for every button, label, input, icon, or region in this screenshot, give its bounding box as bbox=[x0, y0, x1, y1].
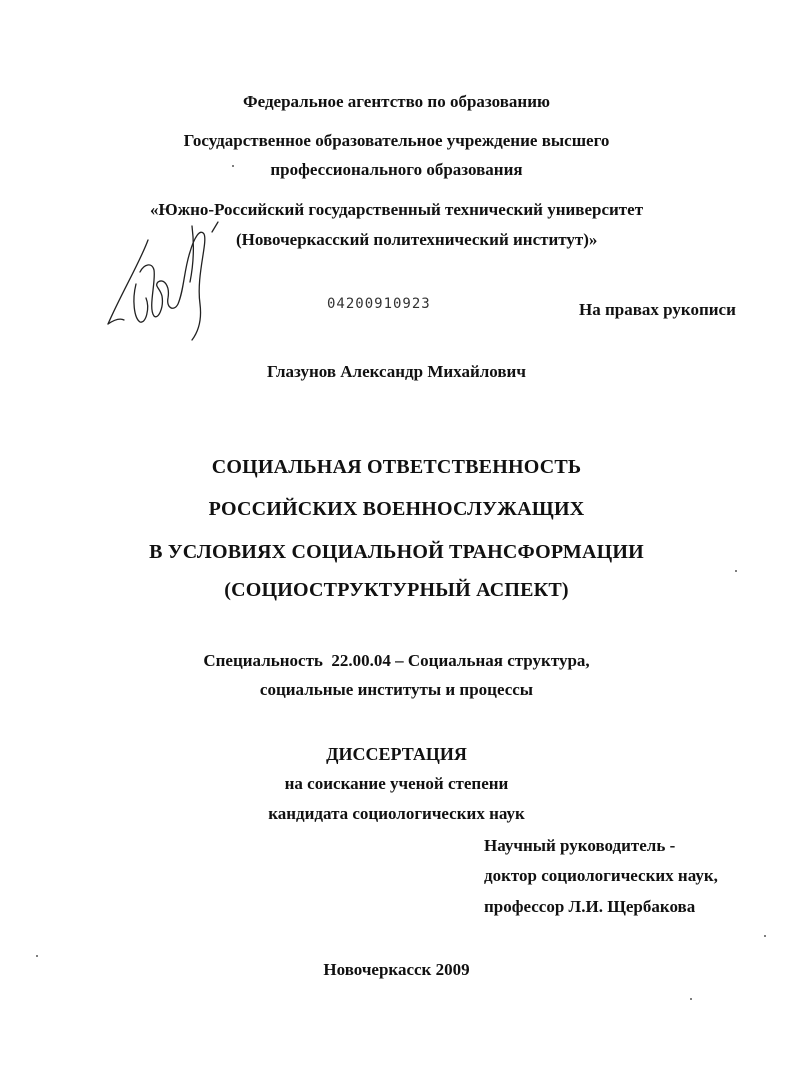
university-line-1: «Южно-Российский государственный технический университет bbox=[149, 200, 644, 219]
title-line-1: СОЦИАЛЬНАЯ ОТВЕТСТВЕННОСТЬ bbox=[211, 456, 582, 478]
scan-speck bbox=[36, 955, 38, 957]
degree-line-2: кандидата социологических наук bbox=[268, 804, 525, 823]
title-line-4: (СОЦИОСТРУКТУРНЫЙ АСПЕКТ) bbox=[224, 579, 569, 601]
city-year: Новочеркасск 2009 bbox=[323, 960, 470, 979]
specialty-line-1: Специальность 22.00.04 – Социальная структура, bbox=[203, 651, 590, 670]
rights-note: На правах рукописи bbox=[579, 300, 736, 319]
university-line-2: (Новочеркасский политехнический институт)» bbox=[236, 230, 598, 249]
scan-speck bbox=[232, 165, 234, 167]
scan-speck bbox=[690, 998, 692, 1000]
registry-number: 04200910923 bbox=[327, 296, 431, 312]
degree-line-1: на соискание ученой степени bbox=[284, 774, 509, 793]
work-type-label: ДИССЕРТАЦИЯ bbox=[326, 744, 467, 764]
title-line-3: В УСЛОВИЯХ СОЦИАЛЬНОЙ ТРАНСФОРМАЦИИ bbox=[149, 541, 644, 563]
institution-line-1: Государственное образовательное учреждение высшего bbox=[183, 131, 610, 150]
supervisor-name: профессор Л.И. Щербакова bbox=[484, 897, 696, 916]
author-name: Глазунов Александр Михайлович bbox=[267, 362, 526, 381]
scan-speck bbox=[764, 935, 766, 937]
handwritten-signature bbox=[100, 212, 230, 342]
agency-name: Федеральное агентство по образованию bbox=[243, 92, 550, 111]
scan-speck bbox=[735, 570, 737, 572]
supervisor-role: Научный руководитель - bbox=[484, 836, 676, 855]
supervisor-degree: доктор социологических наук, bbox=[484, 866, 718, 885]
title-line-2: РОССИЙСКИХ ВОЕННОСЛУЖАЩИХ bbox=[208, 498, 585, 520]
specialty-line-2: социальные институты и процессы bbox=[259, 680, 534, 699]
institution-line-2: профессионального образования bbox=[270, 160, 523, 179]
